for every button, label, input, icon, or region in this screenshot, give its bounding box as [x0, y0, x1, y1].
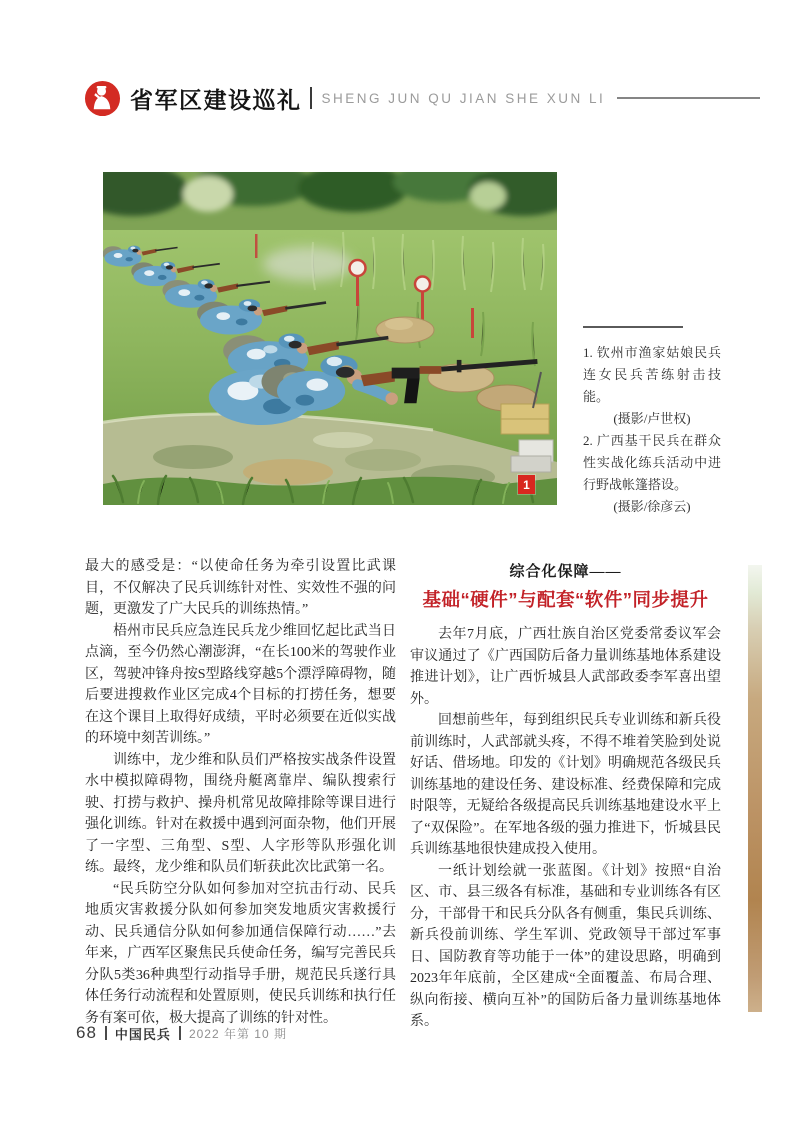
section-heading: 基础“硬件”与配套“软件”同步提升 [422, 589, 709, 610]
paragraph: 回想前些年，每到组织民兵专业训练和新兵役前训练时，人武部就头疼，不得不堆着笑脸到处说好话、借场地。印发的《计划》明确规范各级民兵训练基地的建设任务、建设标准、经费保障和完成时限等，无疑给各级提高民兵训练基地建设水平上了“双保险”。在军地各级的强力推进下，忻城县民兵训练基地很快建成投入使用。 [410, 713, 721, 857]
photo-number-badge: 1 [518, 475, 535, 494]
crop-mark-top-left-outer [10, 0, 45, 35]
section-kicker: 综合化保障—— [509, 564, 622, 580]
crop-mark-top-left-inner [0, 11, 33, 48]
paragraph: 最大的感受是：“以使命任务为牵引设置比武课目，不仅解决了民兵训练针对性、实效性不强的问题，更激发了广大民兵的训练热情。” [85, 559, 396, 617]
section-title-pinyin: SHENG JUN QU JIAN SHE XUN LI [321, 90, 606, 106]
paragraph: “民兵防空分队如何参加对空抗击行动、民兵地质灾害救援分队如何参加突发地质灾害救援行动、民兵通信分队如何参加通信保障行动……”去年来，广西军区聚焦民兵使命任务，编写完善民兵分队5类36种典型行动指导手册，规范民兵遂行具体任务行动流程和处置原则，使民兵训练和执行任务有案可依，极大提高了训练的针对性。 [85, 881, 396, 1026]
caption-1-text: 1. 钦州市渔家姑娘民兵连女民兵苦练射击技能。 [583, 345, 721, 404]
magazine-name: 中国民兵 [114, 1026, 171, 1042]
caption-2-credit: (摄影/徐彦云) [613, 499, 691, 514]
paragraph: 去年7月底，广西壮族自治区党委常委议军会审议通过了《广西国防后备力量训练基地体系建设推进计划》，让广西忻城县人武部政委李军喜出望外。 [410, 627, 721, 707]
header-rule [617, 97, 760, 99]
issue-label: 2022 年第 10 期 [188, 1026, 287, 1041]
section-header [84, 78, 760, 118]
caption-2-text: 2. 广西基干民兵在群众性实战化练兵活动中进行野战帐篷搭设。 [583, 433, 721, 492]
paragraph: 一纸计划绘就一张蓝图。《计划》按照“自治区、市、县三级各有标准，基础和专业训练各有区分，干部骨干和民兵分队各有侧重，集民兵训练、新兵役前训练、学生军训、党政领导干部过军事日、国防教育等功能于一体”的建设思路，明确到2023年年底前，全区建成“全面覆盖、布局合理、纵向衔接、横向互补”的国防后备力量训练基地体系。 [410, 863, 721, 1029]
page-number: 68 [76, 1023, 97, 1042]
militia-shooting-photo [103, 172, 557, 505]
article-right-column [410, 556, 721, 1033]
section-title: 省军区建设巡礼 [130, 86, 302, 113]
article-left-column [85, 556, 396, 1029]
footer-divider [105, 1026, 107, 1040]
footer-divider [179, 1026, 181, 1040]
title-divider [310, 87, 312, 109]
caption-divider [583, 326, 683, 328]
photo-illustration [103, 172, 557, 505]
paragraph: 训练中，龙少维和队员们严格按实战条件设置水中模拟障碍物，围绕舟艇离靠岸、编队搜索行驶、打捞与救护、操舟机常见故障排除等课目进行强化训练。针对在救援中遇到河面杂物，他们开展了一字型、三角型、S型、人字形等队形强化训练。最终，龙少维和队员们斩获此次比武第一名。 [85, 752, 396, 875]
page-footer [76, 1022, 287, 1044]
paragraph: 梧州市民兵应急连民兵龙少维回忆起比武当日点滴，至今仍然心潮澎湃，“在长100米的驾驶作业区，驾驶冲锋舟按S型路线穿越5个漂浮障碍物，随后要进搜救作业区完成4个目标的打捞任务，想要在这个课目上取得好成绩，平时必须要在近似实战的环境中刻苦训练。” [85, 623, 396, 746]
adjacent-page-photo-sliver [748, 565, 762, 1012]
photo-captions [583, 326, 721, 518]
caption-1-credit: (摄影/卢世权) [613, 411, 691, 426]
soldier-logo-icon [84, 80, 121, 117]
